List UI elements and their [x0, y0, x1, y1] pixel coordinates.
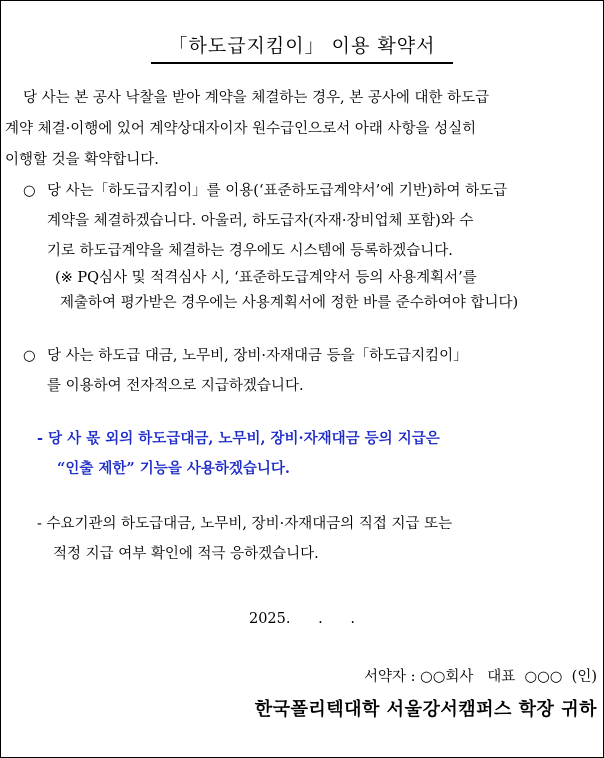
document-title: [1, 33, 603, 64]
note-line: 제출하여 평가받은 경우에는 사용계획서에 정한 바를 준수하여야 합니다): [60, 295, 519, 311]
date-line: [1, 611, 603, 627]
intro-line: 이행할 것을 확약합니다.: [5, 152, 159, 168]
title-text: 「하도급지킴이」 이용 확약서: [151, 33, 454, 64]
bullet-line: 를 이용하여 전자적으로 지급하겠습니다.: [47, 378, 304, 394]
note-line: (※ PQ심사 및 적격심사 시, ‘표준하도급계약서 등의 사용계획서’를: [55, 270, 477, 286]
circle-bullet-icon: ○: [23, 348, 36, 364]
bullet-line: 기로 하도급계약을 체결하는 경우에도 시스템에 등록하겠습니다.: [47, 243, 453, 259]
signer-text: 서약자 : ○○회사 대표 ○○○ (인): [364, 669, 597, 685]
bullet-line: 당 사는 하도급 대금, 노무비, 장비·자재대금 등을「하도급지킴이」: [47, 348, 468, 364]
date-text: 2025. . .: [248, 611, 356, 627]
highlight-line: - 당 사 몫 외의 하도급대금, 노무비, 장비·자재대금 등의 지급은: [37, 430, 440, 447]
subitem-line: 적정 지급 여부 확인에 적극 응하겠습니다.: [53, 546, 319, 562]
intro-line: 당 사는 본 공사 낙찰을 받아 계약을 체결하는 경우, 본 공사에 대한 하도급: [23, 90, 490, 106]
signer-line: [364, 665, 597, 686]
bullet-item-1: [23, 176, 518, 316]
circle-bullet-icon: ○: [23, 183, 36, 199]
bullet-line: 당 사는「하도급지킴이」를 이용(‘표준하도급계약서’에 기반)하여 하도급: [47, 183, 508, 199]
subitem-line: - 수요기관의 하도급대금, 노무비, 장비·자재대금의 직접 지급 또는: [37, 516, 453, 532]
highlight-line: “인출 제한” 기능을 사용하겠습니다.: [57, 460, 290, 477]
intro-paragraph: [5, 83, 599, 176]
bullet-line: 계약을 체결하겠습니다. 아울러, 하도급자(자재·장비업체 포함)와 수: [47, 213, 474, 229]
subitem: [37, 509, 452, 569]
highlight-subitem: [37, 424, 440, 484]
bullet-item-2: [23, 341, 468, 401]
recipient-text: 한국폴리텍대학 서울강서캠퍼스 학장 귀하: [254, 699, 597, 720]
intro-line: 계약 체결·이행에 있어 계약상대자이자 원수급인으로서 아래 사항을 성실히: [5, 121, 477, 137]
recipient-line: [255, 695, 597, 721]
